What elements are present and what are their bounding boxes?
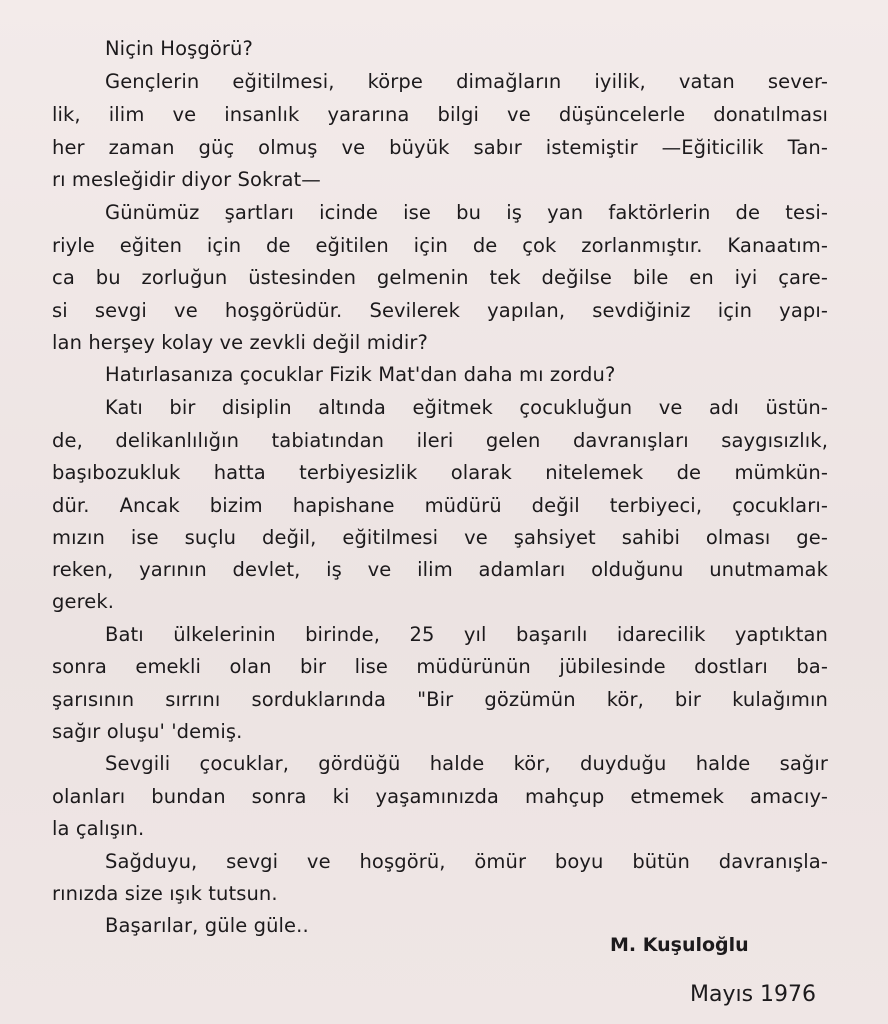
text-line-5: Günümüz şartları icinde ise bu iş yan faktörlerin de tesi- bbox=[105, 201, 828, 224]
heading: Niçin Hoşgörü? bbox=[105, 37, 253, 60]
text-line-11: Katı bir disiplin altında eğitmek çocukluğun ve adı üstün- bbox=[105, 396, 828, 419]
text-line-25: Sağduyu, sevgi ve hoşgörü, ömür boyu bütün davranışla- bbox=[105, 850, 828, 873]
text-line-16: reken, yarının devlet, iş ve ilim adamları olduğunu unutmamak bbox=[52, 558, 828, 581]
text-line-7: ca bu zorluğun üstesinden gelmenin tek değilse bile en iyi çare- bbox=[52, 266, 828, 289]
date: Mayıs 1976 bbox=[690, 982, 817, 1007]
text-line-24: la çalışın. bbox=[52, 817, 145, 840]
signature: M. Kuşuloğlu bbox=[610, 934, 749, 956]
text-line-27: Başarılar, güle güle.. bbox=[105, 914, 309, 937]
text-line-6: riyle eğiten için de eğitilen için de çok zorlanmıştır. Kanaatım- bbox=[52, 234, 828, 257]
text-line-21: sağır oluşu' 'demiş. bbox=[52, 720, 243, 743]
text-line-26: rınızda size ışık tutsun. bbox=[52, 882, 278, 905]
text-line-17: gerek. bbox=[52, 590, 115, 613]
text-line-4: rı mesleğidir diyor Sokrat— bbox=[52, 168, 321, 191]
text-line-18: Batı ülkelerinin birinde, 25 yıl başarılı idarecilik yaptıktan bbox=[105, 623, 828, 646]
text-line-8: si sevgi ve hoşgörüdür. Sevilerek yapılan, sevdiğiniz için yapı- bbox=[52, 299, 828, 322]
text-line-1: Gençlerin eğitilmesi, körpe dimağların iyilik, vatan sever- bbox=[105, 70, 828, 93]
text-line-3: her zaman güç olmuş ve büyük sabır istemiştir —Eğiticilik Tan- bbox=[52, 136, 828, 159]
text-line-22: Sevgili çocuklar, gördüğü halde kör, duyduğu halde sağır bbox=[105, 752, 828, 775]
text-line-13: başıbozukluk hatta terbiyesizlik olarak nitelemek de mümkün- bbox=[52, 461, 828, 484]
text-line-19: sonra emekli olan bir lise müdürünün jübilesinde dostları ba- bbox=[52, 655, 828, 678]
text-line-15: mızın ise suçlu değil, eğitilmesi ve şahsiyet sahibi olması ge- bbox=[52, 526, 828, 549]
text-line-12: de, delikanlılığın tabiatından ileri gelen davranışları saygısızlık, bbox=[52, 429, 828, 452]
text-line-23: olanları bundan sonra ki yaşamınızda mahçup etmemek amacıy- bbox=[52, 785, 828, 808]
text-line-10: Hatırlasanıza çocuklar Fizik Mat'dan daha mı zordu? bbox=[105, 363, 616, 386]
text-line-20: şarısının sırrını sorduklarında "Bir gözümün kör, bir kulağımın bbox=[52, 688, 828, 711]
text-line-14: dür. Ancak bizim hapishane müdürü değil terbiyeci, çocukları- bbox=[52, 494, 828, 517]
text-line-9: lan herşey kolay ve zevkli değil midir? bbox=[52, 331, 428, 354]
text-line-2: lik, ilim ve insanlık yararına bilgi ve düşüncelerle donatılması bbox=[52, 103, 828, 126]
